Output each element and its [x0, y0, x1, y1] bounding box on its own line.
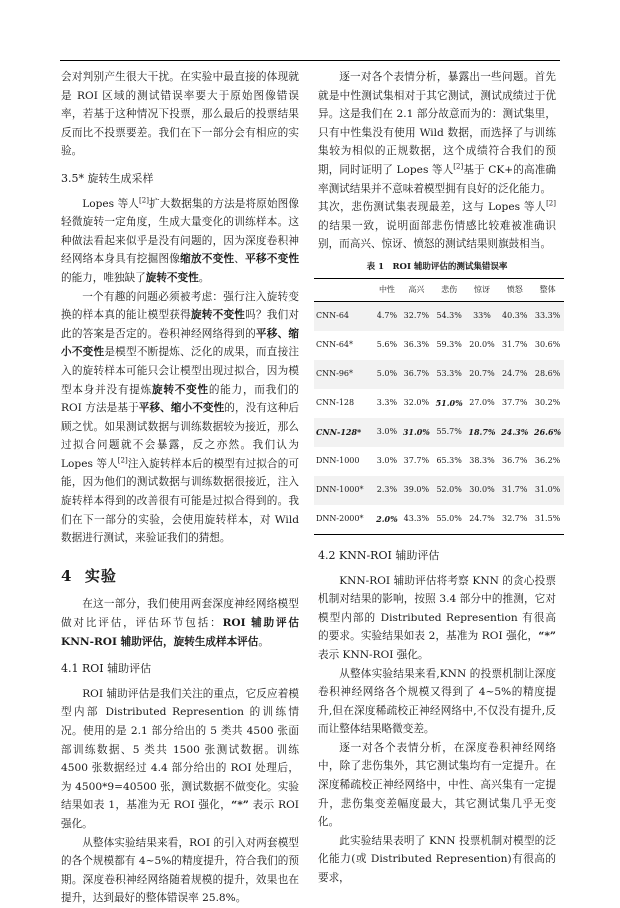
citation: [2]: [453, 162, 464, 171]
text-run: 表示 ROI 强化。: [61, 799, 299, 830]
table-header-cell: 悲伤: [433, 278, 466, 301]
text-run: 一个有趣的问题必须被考虑：强行注入旋转变换的样本真的能让模型获得: [61, 290, 299, 322]
table-cell: 59.3%: [436, 340, 462, 350]
table-cell: 28.6%: [531, 360, 564, 389]
paragraph: [61, 685, 299, 834]
table-cell: 55.7%: [433, 418, 466, 447]
bold-term: ROI 辅助评估 KNN-ROI 辅助评估，旋转生成样本评估: [61, 617, 299, 648]
table-row-label: CNN-96*: [314, 360, 374, 389]
bold-term: 旋转不变性: [190, 309, 246, 322]
table-cell: 33%: [466, 301, 499, 331]
table-row: [314, 301, 564, 331]
table-cell: 3.0%: [374, 418, 400, 447]
table-row: [314, 505, 564, 535]
table-cell: 24.7%: [466, 505, 499, 535]
header-rule: [60, 60, 560, 61]
table-row: [314, 389, 564, 418]
text-run: 表示 KNN-ROI 强化。: [318, 648, 429, 661]
paragraph: [318, 68, 556, 198]
table-cell: 51.0%: [435, 398, 463, 409]
bold-term: 平移不变性: [245, 253, 300, 266]
text-run: Lopes 等人: [82, 197, 140, 210]
table-cell: 40.3%: [498, 301, 531, 331]
table-caption: 表 1 ROI 辅助评估的测试集错误率: [366, 261, 508, 272]
bold-term: “*”: [538, 630, 556, 643]
bold-term: 旋转不变性: [151, 383, 209, 396]
table-row-label: DNN-1000*: [314, 476, 374, 505]
paragraph: [61, 595, 299, 651]
table-cell: 30.0%: [466, 476, 499, 505]
right-column: [316, 68, 562, 888]
text-run: 其次，悲伤测试集表现最差，这与 Lopes 等人: [318, 201, 547, 214]
table-cell: 36.7%: [502, 456, 528, 466]
bold-term: 平移、缩小不变性: [61, 327, 300, 359]
table-header-row: [314, 278, 564, 301]
table-cell: 27.0%: [469, 398, 495, 408]
text-run: 扩大数据集的方法是将原始图像轻微旋转一定角度，生成大量变化的训练样本。这种做法看起来似乎是没有问题的，因为深度卷积神经网络本身具有挖掘图像: [61, 197, 299, 266]
table-row: [314, 447, 564, 476]
bold-term: 平移、缩小不变性: [138, 402, 225, 415]
error-rate-table: [314, 278, 564, 535]
table-cell: 38.3%: [469, 456, 495, 466]
paragraph: 此实验结果表明了 KNN 投票机制对模型的泛化能力(或 Distributed Represention)有很高的要求，: [318, 834, 556, 885]
table-header-cell: 惊讶: [466, 278, 499, 301]
paragraph: [318, 572, 556, 665]
table-cell: 32.7%: [498, 505, 531, 535]
table-cell: 26.6%: [531, 418, 564, 447]
table-cell: 5.0%: [374, 360, 400, 389]
text-run: 的能力，而我们的 ROI 方法是基于: [61, 383, 300, 415]
section-heading-4-1: [61, 660, 299, 679]
bold-term: 旋转不变性: [145, 271, 199, 284]
table-cell: 3.0%: [376, 456, 398, 466]
text-run: 。: [198, 271, 210, 284]
table-header-cell: 整体: [531, 278, 564, 301]
table-header-cell: 中性: [374, 278, 400, 301]
section-title: 旋转生成采样: [87, 171, 154, 185]
bold-term: 缩放不变性: [180, 253, 235, 266]
text-run: 的结果一致，说明面部悲伤情感比较难被准确识别，而高兴、惊讶、愤怒的测试结果则旗鼓相当。: [318, 219, 556, 251]
table-cell: 5.6%: [376, 340, 398, 350]
table-cell: 20.0%: [469, 340, 495, 350]
table-cell: 65.3%: [436, 456, 462, 466]
table-cell: 30.6%: [534, 340, 561, 350]
section-number: 4.2: [318, 548, 336, 562]
bold-term: “*”: [231, 799, 249, 812]
table-row: [314, 360, 564, 389]
citation: [2]: [546, 199, 556, 208]
table-row-label: CNN-128: [316, 398, 355, 408]
text-run: 的，没有这种后顾之忧。如果测试数据与训练数据较为接近，那么过拟合问题就不会暴露，反之亦然。我们认为 Lopes 等人: [61, 402, 300, 470]
table-cell: 30.2%: [534, 398, 561, 408]
table-cell: 36.2%: [534, 456, 561, 466]
table-header-corner: [314, 278, 374, 301]
table-cell: 37.7%: [403, 456, 430, 466]
text-run: 是模型不断提炼、泛化的成果，而直接注入的旋转样本可能只会让模型出现过拟合，因为模型本身并没有提炼: [61, 346, 300, 396]
paragraph: 从整体实验结果来看,KNN 的投票机制让深度卷积神经网络各个规模又得到了 4~5%的精度提升,但在深度稀疏校正神经网络中,不仅没有提升,反而让整体结果略微变差。: [318, 667, 556, 736]
table-cell: 24.7%: [498, 360, 531, 389]
table-cell: 31.0%: [531, 476, 564, 505]
section-number: 3.5*: [61, 171, 84, 185]
paragraph: [318, 198, 556, 254]
table-cell: 24.3%: [498, 418, 531, 447]
section-title: ROI 辅助评估: [82, 662, 152, 676]
table-row-label: DNN-2000*: [314, 505, 374, 535]
table-header-cell: 愤怒: [498, 278, 531, 301]
table-cell: 2.3%: [374, 476, 400, 505]
table-cell: 33.3%: [531, 301, 564, 331]
table-cell: 20.7%: [466, 360, 499, 389]
table-cell: 32.0%: [403, 398, 430, 408]
table-cell: 31.7%: [502, 340, 528, 350]
section-number: 4: [61, 566, 73, 585]
text-run: ROI 辅助评估是我们关注的重点，它反应着模型内部 Distributed Represention 的训练情况。使用的是 2.1 部分给出的 5 类共 4500 张面部训练数据、5 类共 1500 张测试数据。训练 4500 张数据经过 4.4 部分给出的 ROI 处理后，为 4500*9=40500 张，测试数据不做变化。实验结果如表 1，基准为无 ROI 强化，: [61, 687, 299, 812]
left-column: [61, 68, 299, 908]
text-run: 注入旋转样本后的模型有过拟合的可能，因为他们的测试数据与训练数据很接近，注入旋转样本得到的改善很有可能是过拟合得到的。我们在下一部分的实验，会使用旋转样本，对 Wild 数据进行测试，来验证我们的猜想。: [61, 457, 299, 545]
table-cell: 18.7%: [466, 418, 499, 447]
text-run: 逐一对各个表情分析，暴露出一些问题。首先就是中性测试集相对于其它测试，测试成绩过于优异。这是我们在 2.1 部分故意而为的：测试集里，只有中性集没有使用 Wild 数据，而选择了与训练集较为相似的正规数据，这个成绩符合我们的预期，同时证明了 Lopes 等人: [318, 71, 556, 176]
section-title: 实验: [84, 566, 117, 585]
table-cell: 43.3%: [400, 505, 433, 535]
table-row-label: CNN-64: [314, 301, 374, 331]
text-run: 的能力，唯独缺了: [61, 271, 146, 284]
text-run: 、: [234, 253, 246, 266]
table-cell: 3.3%: [376, 398, 398, 408]
text-run: 在这一部分，我们使用两套深度神经网络模型做对比评估，评估环节包括：: [61, 598, 299, 630]
table-cell: 37.7%: [502, 398, 528, 408]
text-run: KNN-ROI 辅助评估将考察 KNN 的贪心投票机制对结果的影响，按照 3.4 部分中的推测，它对模型内部的 Distributed Represention 有很高的要求。实验结果如表 2，基准为 ROI 强化，: [318, 574, 556, 643]
section-number: 4.1: [61, 662, 79, 676]
table-row-label: DNN-1000: [316, 456, 360, 466]
table-cell: 52.0%: [433, 476, 466, 505]
table-row-label: CNN-64*: [316, 340, 354, 350]
table-cell: 53.3%: [433, 360, 466, 389]
table-cell: 36.3%: [403, 340, 430, 350]
paragraph: [61, 288, 299, 548]
table-body: [314, 301, 564, 534]
table-cell: 54.3%: [433, 301, 466, 331]
table-cell: 31.7%: [498, 476, 531, 505]
table-cell: 2.0%: [374, 505, 400, 535]
table-cell: 36.7%: [400, 360, 433, 389]
section-heading-4: [61, 567, 299, 586]
section-title: KNN-ROI 辅助评估: [339, 548, 440, 562]
table-row: [314, 331, 564, 360]
text-run: 基于 CK+的高准确率测试结果并不意味着模型拥有良好的泛化能力。: [318, 163, 556, 195]
table-row-label: CNN-128*: [314, 418, 374, 447]
section-heading-3-5: [61, 170, 299, 189]
table-cell: 31.5%: [531, 505, 564, 535]
table-row: [314, 476, 564, 505]
table-cell: 32.7%: [400, 301, 433, 331]
paragraph: [61, 195, 299, 288]
table-cell: 4.7%: [374, 301, 400, 331]
paragraph: 会对判别产生很大干扰。在实验中最直接的体现就是 ROI 区域的测试错误率要大于原始图像错误率，若基于这种情况下投票，那么最后的投票结果反而比不投票要差。我们在下一部分会有相应的实验。: [61, 71, 299, 158]
citation: [2]: [139, 196, 149, 205]
table-cell: 39.0%: [400, 476, 433, 505]
section-heading-4-2: [318, 547, 556, 566]
table-header-cell: 高兴: [400, 278, 433, 301]
table-cell: 55.0%: [433, 505, 466, 535]
paragraph: 从整体实验结果来看，ROI 的引入对两套模型的各个规模都有 4~5%的精度提升，符合我们的预期。深度卷积神经网络随着规模的提升，效果也在提升，达到最好的整体错误率 25.8%。: [61, 836, 299, 905]
paragraph: 逐一对各个表情分析，在深度卷积神经网络中，除了悲伤集外，其它测试集均有一定提升。在深度稀疏校正神经网络中，中性、高兴集有一定提升，悲伤集变差幅度最大，其它测试集几乎无变化。: [318, 741, 556, 829]
text-run: 吗？我们对此的答案是否定的。卷积神经网络得到的: [61, 309, 300, 340]
text-run: 。: [258, 635, 269, 648]
table-cell: 31.0%: [400, 418, 433, 447]
citation: [2]: [117, 456, 128, 465]
table-row: [314, 418, 564, 447]
